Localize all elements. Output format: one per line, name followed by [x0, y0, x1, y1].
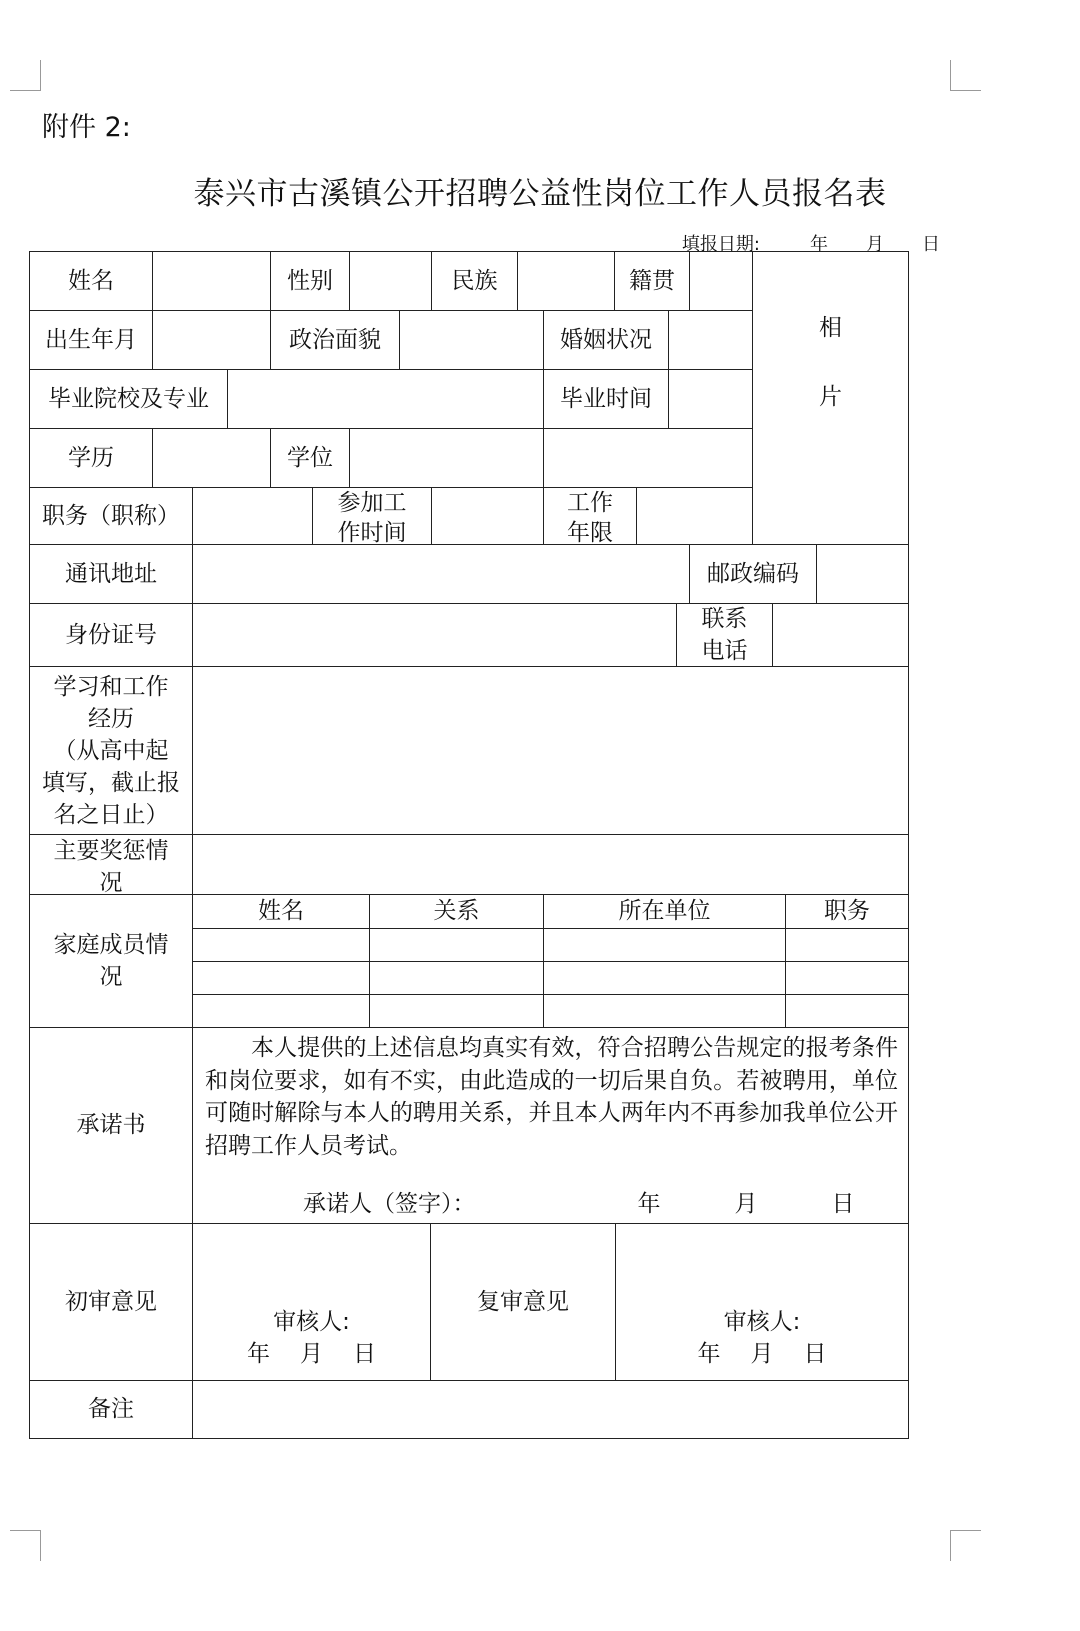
- label-phone-1: 联系: [701, 606, 748, 632]
- family-row-2-relation[interactable]: [369, 961, 544, 995]
- second-review-date: [698, 1338, 827, 1370]
- label-phone-2: 电话: [701, 638, 748, 664]
- family-row-3-name[interactable]: [192, 994, 370, 1028]
- crop-mark-top-left: [10, 60, 41, 91]
- family-header-name: 姓名: [192, 894, 370, 929]
- label-remarks: 备注: [29, 1380, 193, 1439]
- input-gender[interactable]: [349, 251, 432, 311]
- input-marital[interactable]: [668, 310, 753, 370]
- promise-month: 月: [734, 1191, 758, 1218]
- second-review-content[interactable]: [615, 1223, 909, 1381]
- input-address[interactable]: [192, 544, 690, 604]
- label-experience-2: 经历: [88, 705, 134, 732]
- label-awards-2: 况: [99, 870, 123, 895]
- label-degree: 学位: [270, 428, 350, 488]
- label-experience-4: 填写，截止报: [42, 769, 180, 796]
- label-family-2: 况: [99, 964, 123, 990]
- label-name: 姓名: [29, 251, 153, 311]
- input-experience[interactable]: [192, 666, 909, 835]
- label-family: [29, 894, 193, 1028]
- photo-label-2: 片: [819, 384, 842, 410]
- label-awards-1: 主要奖惩情: [53, 838, 169, 864]
- fill-date-month: 月: [866, 234, 884, 255]
- first-review-day: 日: [353, 1340, 376, 1367]
- family-row-3-position[interactable]: [785, 994, 909, 1028]
- promise-day: 日: [831, 1191, 855, 1218]
- first-review-year: 年: [247, 1340, 270, 1367]
- input-political[interactable]: [399, 310, 544, 370]
- promise-signature-line: [303, 1188, 855, 1221]
- crop-mark-bottom-left: [10, 1530, 41, 1561]
- label-experience-5: 名之日止）: [53, 801, 169, 828]
- label-grad-time: 毕业时间: [543, 369, 669, 429]
- crop-mark-bottom-right: [950, 1530, 981, 1561]
- input-degree[interactable]: [349, 428, 544, 488]
- label-gender: 性别: [270, 251, 350, 311]
- label-ethnicity: 民族: [431, 251, 518, 311]
- input-postcode[interactable]: [816, 544, 909, 604]
- promise-text: 本人提供的上述信息均真实有效，符合招聘公告规定的报考条件和岗位要求，如有不实，由此造成的一切后果自负。若被聘用，单位可随时解除与本人的聘用关系，并且本人两年内不再参加我单位公开招聘工作人员考试。: [205, 1035, 898, 1159]
- blank-cell-row4[interactable]: [543, 428, 753, 488]
- label-marital: 婚姻状况: [543, 310, 669, 370]
- input-school-major[interactable]: [227, 369, 544, 429]
- family-row-3-relation[interactable]: [369, 994, 544, 1028]
- input-education[interactable]: [152, 428, 271, 488]
- fill-date-year: 年: [810, 234, 828, 255]
- label-postcode: 邮政编码: [689, 544, 817, 604]
- first-review-content[interactable]: [192, 1223, 431, 1381]
- attachment-label: 附件 2:: [42, 112, 131, 143]
- label-work-years-2: 年限: [567, 520, 613, 545]
- label-work-start: [312, 487, 432, 545]
- input-work-years[interactable]: [636, 487, 753, 545]
- label-work-start-2: 作时间: [337, 520, 407, 545]
- label-first-review: 初审意见: [29, 1223, 193, 1381]
- first-reviewer-label: 审核人:: [273, 1308, 350, 1335]
- label-experience: [29, 666, 193, 835]
- label-awards: [29, 834, 193, 895]
- family-header-relation: 关系: [369, 894, 544, 929]
- label-experience-1: 学习和工作: [53, 673, 169, 700]
- input-position-title[interactable]: [192, 487, 313, 545]
- second-reviewer-label: 审核人:: [723, 1308, 801, 1335]
- label-address: 通讯地址: [29, 544, 193, 604]
- input-awards[interactable]: [192, 834, 909, 895]
- input-phone[interactable]: [772, 603, 909, 667]
- label-school-major: 毕业院校及专业: [29, 369, 228, 429]
- label-experience-3: （从高中起: [53, 737, 169, 764]
- crop-mark-top-right: [950, 60, 981, 91]
- promise-year: 年: [637, 1191, 661, 1218]
- second-review-day: 日: [803, 1340, 827, 1367]
- photo-label-1: 相: [819, 315, 842, 342]
- family-row-2-workplace[interactable]: [543, 961, 786, 995]
- family-row-3-workplace[interactable]: [543, 994, 786, 1028]
- label-education: 学历: [29, 428, 153, 488]
- photo-cell[interactable]: [752, 251, 909, 545]
- label-work-years-1: 工作: [567, 490, 613, 516]
- label-family-1: 家庭成员情: [53, 932, 169, 958]
- family-header-position: 职务: [785, 894, 909, 929]
- label-promise: 承诺书: [29, 1027, 193, 1224]
- label-birth: 出生年月: [29, 310, 153, 370]
- label-second-review: 复审意见: [430, 1223, 616, 1381]
- input-id-number[interactable]: [192, 603, 677, 667]
- promise-signer-label: 承诺人（签字）：: [303, 1191, 476, 1218]
- fill-date-day: 日: [922, 234, 940, 255]
- label-position-title: 职务（职称）: [29, 487, 193, 545]
- family-row-2-position[interactable]: [785, 961, 909, 995]
- label-id-number: 身份证号: [29, 603, 193, 667]
- first-review-month: 月: [300, 1340, 323, 1367]
- input-remarks[interactable]: [192, 1380, 909, 1439]
- form-title: 泰兴市古溪镇公开招聘公益性岗位工作人员报名表: [193, 176, 887, 212]
- input-grad-time[interactable]: [668, 369, 753, 429]
- family-row-1-position[interactable]: [785, 928, 909, 962]
- second-review-year: 年: [697, 1340, 721, 1367]
- family-header-workplace: 所在单位: [543, 894, 786, 929]
- label-political: 政治面貌: [270, 310, 400, 370]
- input-birth[interactable]: [152, 310, 271, 370]
- label-work-start-1: 参加工: [337, 490, 407, 516]
- label-native-place: 籍贯: [614, 251, 690, 311]
- input-name[interactable]: [152, 251, 271, 311]
- input-native-place[interactable]: [689, 251, 753, 311]
- fill-date-label: 填报日期:: [681, 234, 760, 255]
- label-work-years: [543, 487, 637, 545]
- input-work-start[interactable]: [431, 487, 544, 545]
- promise-content[interactable]: [192, 1027, 909, 1224]
- family-row-1-workplace[interactable]: [543, 928, 786, 962]
- second-review-month: 月: [750, 1340, 774, 1367]
- input-ethnicity[interactable]: [517, 251, 615, 311]
- family-row-1-relation[interactable]: [369, 928, 544, 962]
- family-row-1-name[interactable]: [192, 928, 370, 962]
- label-phone: [676, 603, 773, 667]
- family-row-2-name[interactable]: [192, 961, 370, 995]
- first-review-date: [247, 1338, 376, 1370]
